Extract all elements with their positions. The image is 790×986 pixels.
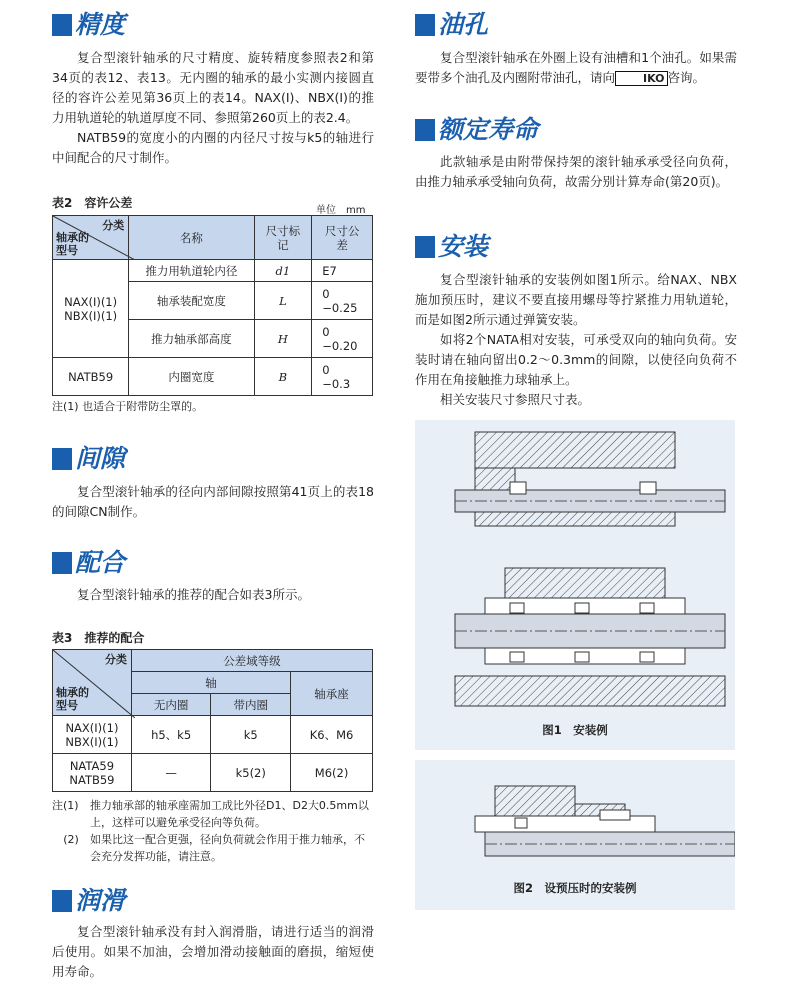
table3-notes [52,797,374,865]
precision-heading: 精度 [52,10,125,40]
precision-paragraph-2: NATB59的宽度小的内圈的内径尺寸按与k5的轴进行中间配合的尺寸制作。 [52,130,374,165]
table2-row-tol: 0 −0.3 [312,358,373,396]
lubrication-paragraph: 复合型滚针轴承没有封入润滑脂，请进行适当的润滑后使用。如果不加油，会增加滑动接触面的磨损，缩短使用寿命。 [52,924,374,979]
table2-unit: 单位 mm [316,205,366,216]
table3-with-inner-header: 带内圈 [211,694,291,716]
oil-hole-body [415,48,737,88]
lubrication-body [52,922,374,982]
table2-row-name: 推力轴承部高度 [129,320,254,358]
table2-row-name: 内圈宽度 [129,358,254,396]
table2-row-tol: E7 [312,260,373,282]
table3-cell: — [131,754,210,792]
figure-2 [415,760,735,910]
oil-hole-paragraph: 复合型滚针轴承在外圈上设有油槽和1个油孔。如果需要带多个油孔及内圈附带油孔，请向 IKO 咨询。 [415,50,737,85]
table3-note-2: (2) 如果比这一配合更强，径向负荷就会作用于推力轴承，不会充分发挥功能，请注意。 [63,833,365,863]
installation-body [415,270,737,410]
installation-paragraph-1: 复合型滚针轴承的安装例如图1所示。给NAX、NBX施加预压时，建议不要直接用螺母等拧紧推力用轨道轮，而是如图2所示通过弹簧安装。 [415,272,737,327]
fit-paragraph: 复合型滚针轴承的推荐的配合如表3所示。 [77,587,310,602]
table2-name-header: 名称 [129,216,254,260]
figure-2-caption: 图2 设预压时的安装例 [513,881,637,895]
table3-housing-header: 轴承座 [291,672,373,716]
fit-heading: 配合 [52,548,125,578]
table2-tol-header: 尺寸公差 [312,216,373,260]
table3-no-inner-header: 无内圈 [131,694,210,716]
table2-row-symbol: L [254,282,312,320]
precision-body [52,48,374,168]
iko-logo: IKO [615,71,667,86]
table2-symbol-header: 尺寸标记 [254,216,312,260]
table2-caption: 表2 容许公差 [52,196,133,210]
table2-row-symbol: H [254,320,312,358]
table2-row-symbol: d1 [254,260,312,282]
table2-row-tol: 0 −0.25 [312,282,373,320]
table3-category-label: 分类 [104,653,127,666]
table3-model: NAX(I)(1) NBX(I)(1) [53,716,132,754]
mounting-drawing-2 [415,760,735,870]
table2-note: 注(1) 也适合于附带防尘罩的。 [52,400,204,413]
heading-square-icon [415,236,435,258]
table3-note-1: 注(1) 推力轴承部的轴承座需加工成比外径D1、D2大0.5mm以上，这样可以避免承受径向等负荷。 [52,799,369,829]
figure-1-caption: 图1 安装例 [542,723,608,737]
installation-paragraph-2: 如将2个NATA相对安装，可承受双向的轴向负荷。安装时请在轴向留出0.2～0.3mm的间隙，以使径向负荷不作用在角接触推力球轴承上。 [415,332,737,387]
table3-shaft-header: 轴 [131,672,290,694]
figure-1 [415,420,735,750]
clearance-body [52,482,374,522]
clearance-heading: 间隙 [52,444,125,474]
heading-square-icon [52,448,72,470]
table2-type-label: 轴承的型号 [56,231,89,257]
mounting-drawing-1 [415,420,735,720]
precision-paragraph-1: 复合型滚针轴承的尺寸精度、旋转精度参照表2和第34页的表12、表13。无内圈的轴承的最小实测内接圆直径的容许公差见第36页上的表14。NAX(I)、NBX(I)的推力用轨道轮的轨道厚度不同、参照第260页上的表2.4。 [52,50,374,125]
table2-row-symbol: B [254,358,312,396]
oil-hole-heading: 油孔 [415,10,488,40]
heading-square-icon [415,119,435,141]
table2-model-natb: NATB59 [53,358,129,396]
heading-square-icon [52,552,72,574]
table3-cell: h5、k5 [131,716,210,754]
installation-paragraph-3: 相关安装尺寸参照尺寸表。 [440,392,591,407]
clearance-paragraph: 复合型滚针轴承的径向内部间隙按照第41页上的表18的间隙CN制作。 [52,484,374,519]
lubrication-heading: 润滑 [52,886,125,916]
table2-model-nax: NAX(I)(1) NBX(I)(1) [53,260,129,358]
table3-type-label: 轴承的型号 [56,686,89,712]
table3-caption: 表3 推荐的配合 [52,631,145,645]
table3-cell: k5 [211,716,291,754]
heading-square-icon [415,14,435,36]
fit-table [52,649,373,792]
table3-corner-header [53,650,132,716]
tolerance-table [52,215,373,396]
rated-life-heading: 额定寿命 [415,115,538,145]
installation-heading: 安装 [415,232,488,262]
heading-square-icon [52,14,72,36]
table3-cell: M6(2) [291,754,373,792]
rated-life-paragraph: 此款轴承是由附带保持架的滚针轴承承受径向负荷，由推力轴承承受轴向负荷，故需分别计算寿命(第20页)。 [415,154,737,189]
table2-row-tol: 0 −0.20 [312,320,373,358]
table2-category-label: 分类 [102,219,125,232]
table3-cell: K6、M6 [291,716,373,754]
table3-cell: k5(2) [211,754,291,792]
table2-row-name: 推力用轨道轮内径 [129,260,254,282]
table2-row-name: 轴承装配宽度 [129,282,254,320]
table2-corner-header [53,216,129,260]
rated-life-body [415,152,737,192]
heading-square-icon [52,890,72,912]
fit-body [52,585,374,605]
table3-tolclass-header: 公差域等级 [131,650,372,672]
table3-model: NATA59 NATB59 [53,754,132,792]
